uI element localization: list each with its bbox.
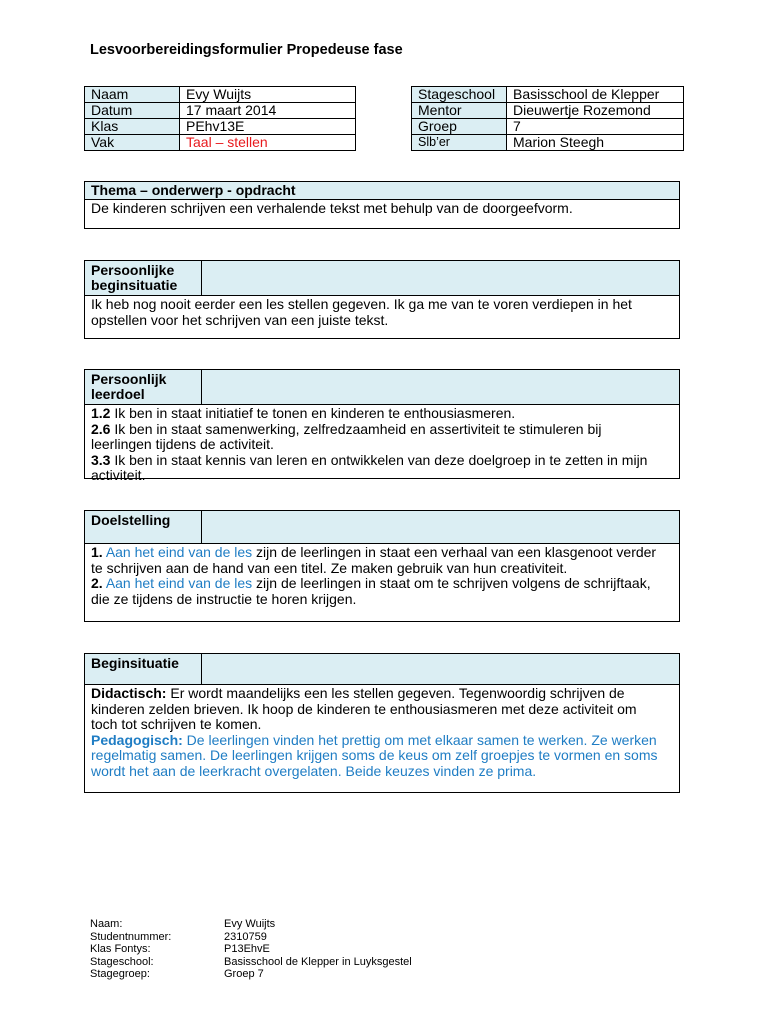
section-header-label	[85, 261, 202, 295]
footer-row: Stageschool: Basisschool de Klepper in Luyksgestel	[90, 955, 412, 968]
table-row	[85, 119, 356, 135]
didactisch-line: Didactisch: Er wordt maandelijks een les stellen gegeven. Tegenwoordig schrijven de	[91, 685, 625, 701]
persoonlijke-beginsituatie-section	[84, 260, 680, 339]
section-header	[85, 511, 679, 544]
groep-value: 7	[507, 119, 684, 135]
footer-row: Studentnummer: 2310759	[90, 930, 267, 943]
footer	[90, 918, 412, 981]
section-header-empty	[202, 370, 679, 404]
text-line: leerlingen tijdens de activiteit.	[91, 436, 274, 452]
text-line: te schrijven aan de hand van een titel. Ze maken gebruik van hun creativiteit.	[91, 559, 568, 576]
mentor-value: Dieuwertje Rozemond	[507, 103, 684, 119]
section-body	[85, 296, 679, 329]
text-line: die ze tijdens de instructie te horen krijgen.	[91, 590, 357, 607]
text-line: Ik heb nog nooit eerder een les stellen gegeven. Ik ga me van te voren verdiepen in het	[91, 296, 632, 312]
beginsituatie-section	[84, 653, 680, 793]
mentor-label: Mentor	[412, 103, 507, 119]
header-line: Persoonlijk	[91, 371, 167, 387]
table-row	[85, 103, 356, 119]
section-header-label: Beginsituatie	[85, 654, 202, 684]
footer-row: Naam: Evy Wuijts	[90, 918, 276, 930]
footer-row: Stagegroep: Groep 7	[90, 968, 264, 980]
vak-label: Vak	[85, 135, 180, 151]
text-line: wordt het aan de leerkracht overgelaten. Beide keuzes vinden ze prima.	[91, 762, 537, 779]
pedagogisch-line: Pedagogisch: De leerlingen vinden het prettig om met elkaar samen te werken. Ze werken	[91, 731, 657, 748]
section-header	[85, 261, 679, 296]
section-header-label: Doelstelling	[85, 511, 202, 543]
slb-label: Slb’er	[412, 135, 507, 151]
section-header-empty	[202, 654, 679, 684]
slb-value: Marion Steegh	[507, 135, 684, 151]
text-line: regelmatig samen. De leerlingen krijgen soms de keus om zelf groepjes te vormen en soms	[91, 747, 658, 763]
leerdoel-item: 1.2 Ik ben in staat initiatief te tonen en kinderen te enthousiasmeren.	[91, 405, 516, 421]
persoonlijk-leerdoel-section	[84, 369, 680, 483]
thema-header: Thema – onderwerp - opdracht	[85, 182, 679, 200]
school-info-table	[411, 86, 684, 151]
leerdoel-item: 3.3 Ik ben in staat kennis van leren en ontwikkelen van deze doelgroep in te zetten in mijn	[91, 451, 648, 468]
table-row	[412, 103, 684, 119]
section-header-empty	[202, 261, 679, 295]
text-line: activiteit.	[91, 467, 146, 483]
naam-value: Evy Wuijts	[180, 87, 356, 103]
footer-row: Klas Fontys: P13EhvE	[90, 943, 270, 955]
datum-label: Datum	[85, 103, 180, 119]
section-header-empty	[202, 511, 679, 543]
header-line: Persoonlijke	[91, 262, 175, 278]
table-row	[85, 135, 356, 151]
header-line: beginsituatie	[91, 277, 178, 293]
table-row	[412, 135, 684, 151]
table-row	[85, 87, 356, 103]
klas-value: PEhv13E	[180, 119, 356, 135]
doelstelling-item: 2. Aan het eind van de les zijn de leerlingen in staat om te schrijven volgens de schrijftaak,	[91, 575, 651, 591]
table-row	[412, 119, 684, 135]
page-title: Lesvoorbereidingsformulier Propedeuse fase	[90, 42, 403, 58]
section-header	[85, 654, 679, 685]
table-row	[412, 87, 684, 103]
section-header	[85, 370, 679, 405]
section-body	[85, 685, 679, 780]
student-info-table	[84, 86, 356, 151]
doelstelling-item: 1. Aan het eind van de les zijn de leerlingen in staat een verhaal van een klasgenoot verder	[91, 544, 657, 560]
text-line: kinderen zelden brieven. Ik hoop de kinderen te enthousiasmeren met deze activiteit om	[91, 700, 637, 717]
vak-value: Taal – stellen	[180, 135, 356, 151]
stageschool-value: Basisschool de Klepper	[507, 87, 684, 103]
leerdoel-item: 2.6 Ik ben in staat samenwerking, zelfredzaamheid en assertiviteit te stimuleren bij	[91, 420, 602, 437]
klas-label: Klas	[85, 119, 180, 135]
text-line: toch tot schrijven te komen.	[91, 716, 262, 732]
header-line: leerdoel	[91, 386, 145, 402]
text-line: opstellen voor het schrijven van een juiste tekst.	[91, 311, 389, 328]
naam-label: Naam	[85, 87, 180, 103]
datum-value: 17 maart 2014	[180, 103, 356, 119]
doelstelling-section	[84, 510, 680, 622]
groep-label: Groep	[412, 119, 507, 135]
thema-section	[84, 181, 680, 229]
stageschool-label: Stageschool	[412, 87, 507, 103]
section-body	[85, 405, 679, 485]
thema-text: De kinderen schrijven een verhalende tekst met behulp van de doorgeefvorm.	[91, 200, 573, 216]
section-header-label	[85, 370, 202, 404]
section-body	[85, 544, 679, 608]
